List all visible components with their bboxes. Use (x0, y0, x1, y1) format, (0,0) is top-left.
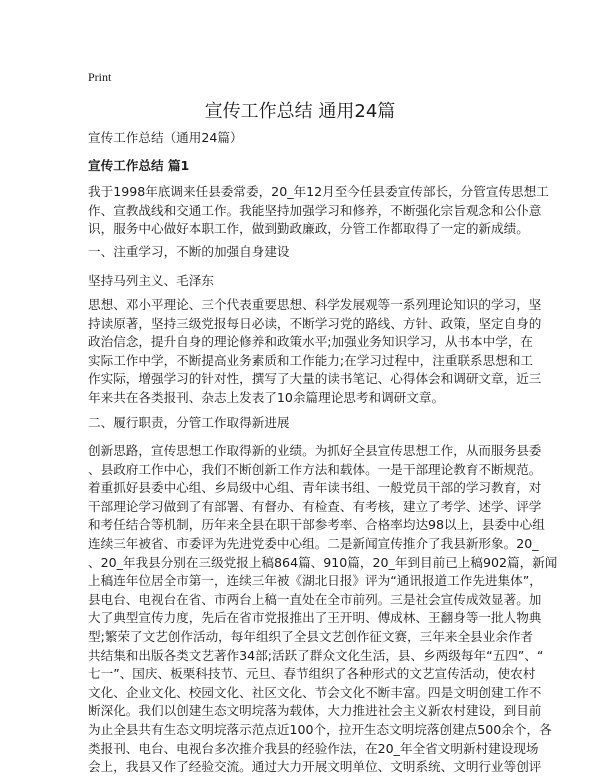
paragraph-2 (88, 296, 541, 408)
text-line: 年来共在各类报刊、杂志上发表了10余篇理论思考和调研文章。 (88, 389, 445, 405)
text-line: 持读原著，坚持三级党报每日必读，不断学习党的路线、方针、政策，坚定自身的 (88, 315, 542, 331)
text-line: 县电台、电视台在省、市两台上稿一直处在全市前列。三是社会宣传成效显著。加 (88, 591, 542, 607)
print-label[interactable]: Print (88, 70, 112, 84)
text-line: 会上，我县又作了经验交流。通过大力开展文明单位、文明系统、文明行业等创评 (88, 759, 542, 775)
text-line: 七一”、国庆、板栗科技节、元旦、春节组织了各种形式的文艺宣传活动，使农村 (88, 666, 536, 682)
text-line: 类报刊、电台、电视台多次推介我县的经验作法，在20_年全省文明新村建设现场 (88, 740, 539, 756)
text-line: 和考任结合等机制，历年来全县在职干部参考率、合格率均达98以上，县委中心组 (88, 517, 545, 533)
document-title: 宣传工作总结 通用24篇 (204, 101, 396, 122)
text-line: 文化、企业文化、校园文化、社区文化、节会文化不断丰富。四是文明创建工作不 (88, 684, 542, 700)
text-line: 、县政府工作中心，我们不断创新工作方法和载体。一是干部理论教育不断规范。 (88, 461, 542, 477)
text-line: 我于1998年底调来任县委常委，20_年12月至今任县委宣传部长，分管宣传思想工 (88, 184, 549, 199)
paragraph-3 (88, 442, 557, 777)
section-heading: 宣传工作总结 篇1 (88, 158, 190, 173)
text-line: 实际工作中学，不断提高业务素质和工作能力;在学习过程中，注重联系思想和工 (88, 352, 534, 368)
text-line: 断深化。我们以创建生态文明垸落为载体，大力推进社会主义新农村建设，到目前 (88, 703, 542, 719)
section-2-heading: 二、履行职责，分管工作取得新进展 (88, 415, 290, 430)
text-line: 思想、邓小平理论、三个代表重要思想、科学发展观等一系列理论知识的学习，坚 (88, 297, 542, 312)
text-line: 作实际，增强学习的针对性，撰写了大量的读书笔记、心得体会和调研文章，近三 (88, 371, 542, 387)
text-line: 大了典型宣传力度，先后在省市党报推出了王开明、傅成林、王翻身等一批人物典 (88, 610, 542, 626)
section-1-heading: 一、注重学习，不断的加强自身建设 (88, 244, 290, 259)
text-line: 连续三年被省、市委评为先进党委中心组。二是新闻宣传推介了我县新形象。20_ (88, 535, 539, 551)
text-line: 为止全县共有生态文明垸落示范点近100个，拉开生态文明垸落创建点500余个，各 (88, 721, 552, 737)
text-line: 、20_年我县分别在三级党报上稿864篇、910篇，20_年到目前已上稿902篇，新闻 (88, 554, 558, 570)
section-1-subheading: 坚持马列主义、毛泽东 (88, 273, 214, 288)
text-line: 作、宣教战线和交通工作。我能坚持加强学习和修养，不断强化宗旨观念和公仆意 (88, 202, 542, 218)
text-line: 识，服务中心做好本职工作，做到勤政廉政，分管工作都取得了一定的新成绩。 (88, 221, 529, 237)
document-subtitle: 宣传工作总结（通用24篇） (88, 130, 243, 145)
text-line: 干部理论学习做到了有部署、有督办、有检查、有考核，建立了考学、述学、评学 (88, 498, 542, 514)
paragraph-1 (88, 183, 549, 239)
text-line: 共结集和出版各类文艺著作34部;活跃了群众文化生活，县、乡两级每年“五四”、“ (88, 647, 544, 663)
text-line: 型;繁荣了文艺创作活动，每年组织了全县文艺创作征文赛，三年来全县业余作者 (88, 628, 534, 644)
text-line: 政治信念，提升自身的理论修养和政策水平;加强业务知识学习，从书本中学，在 (88, 334, 534, 350)
text-line: 着重抓好县委中心组、乡局级中心组、青年读书组、一般党员干部的学习教育，对 (88, 480, 542, 496)
text-line: 创新思路，宣传思想工作取得新的业绩。为抓好全县宣传思想工作，从而服务县委 (88, 443, 542, 458)
text-line: 上稿连年位居全市第一，连续三年被《湖北日报》评为“通讯报道工作先进集体”， (88, 573, 542, 589)
